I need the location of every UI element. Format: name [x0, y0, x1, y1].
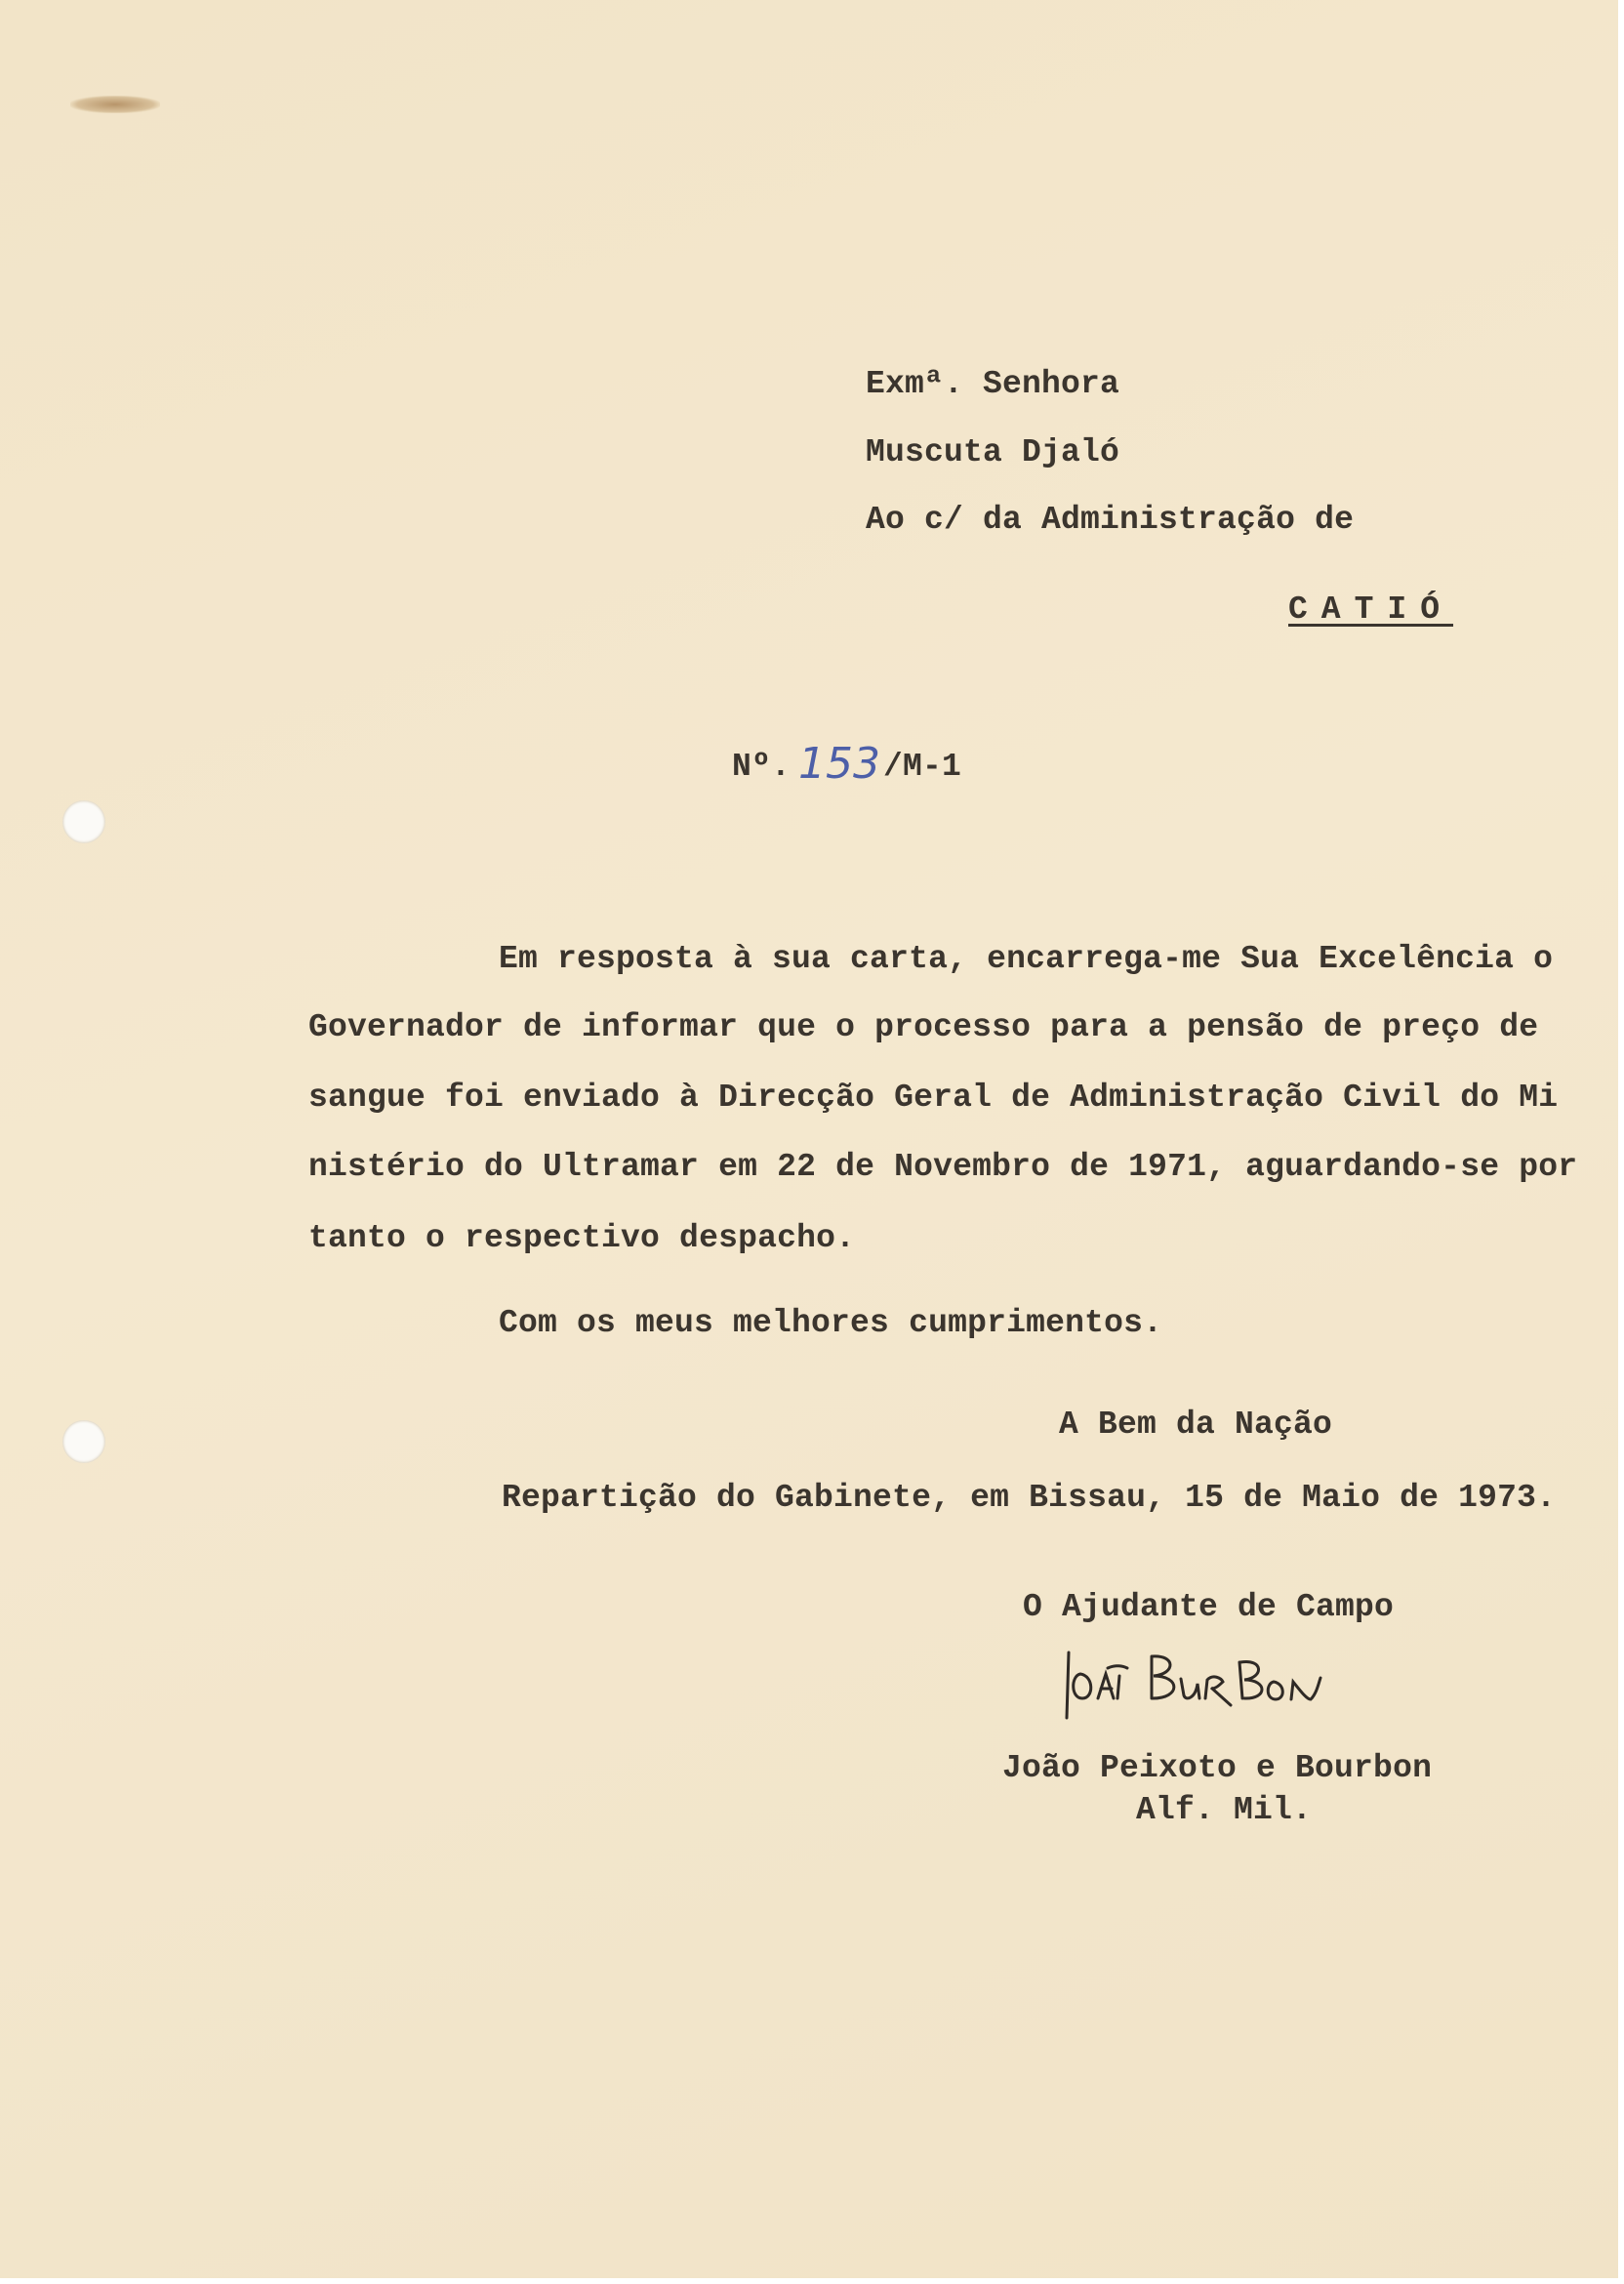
signer-rank: Alf. Mil.	[1136, 1792, 1313, 1828]
closing: Com os meus melhores cumprimentos.	[499, 1305, 1163, 1341]
signature	[1059, 1645, 1371, 1723]
page-edge	[0, 2278, 1624, 2284]
body-line: nistério do Ultramar em 22 de Novembro de 1971, aguardando-se por	[308, 1149, 1578, 1185]
body-line: sangue foi enviado à Direcção Geral de Administração Civil do Mi	[308, 1080, 1559, 1116]
place-date: Repartição do Gabinete, em Bissau, 15 de Maio de 1973.	[502, 1480, 1557, 1516]
signer-name: João Peixoto e Bourbon	[1002, 1750, 1433, 1786]
body-line: Governador de informar que o processo para a pensão de preço de	[308, 1009, 1539, 1045]
punch-hole	[62, 800, 105, 843]
body-line: tanto o respectivo despacho.	[308, 1220, 856, 1256]
page-edge	[1618, 0, 1624, 2284]
signer-role: O Ajudante de Campo	[1023, 1589, 1395, 1625]
reference-handwritten-number: 153	[798, 739, 880, 789]
reference-suffix: /M-1	[883, 749, 962, 785]
recipient-care-of: Ao c/ da Administração de	[866, 502, 1355, 538]
motto: A Bem da Nação	[1059, 1407, 1333, 1443]
recipient-salutation: Exmª. Senhora	[866, 366, 1120, 402]
rust-stain	[70, 96, 160, 113]
recipient-name: Muscuta Djaló	[866, 434, 1120, 470]
body-line: Em resposta à sua carta, encarrega-me Sua Excelência o	[499, 941, 1554, 977]
recipient-location: CATIÓ	[1288, 591, 1454, 628]
reference-prefix: Nº.	[732, 749, 792, 785]
punch-hole	[62, 1420, 105, 1463]
